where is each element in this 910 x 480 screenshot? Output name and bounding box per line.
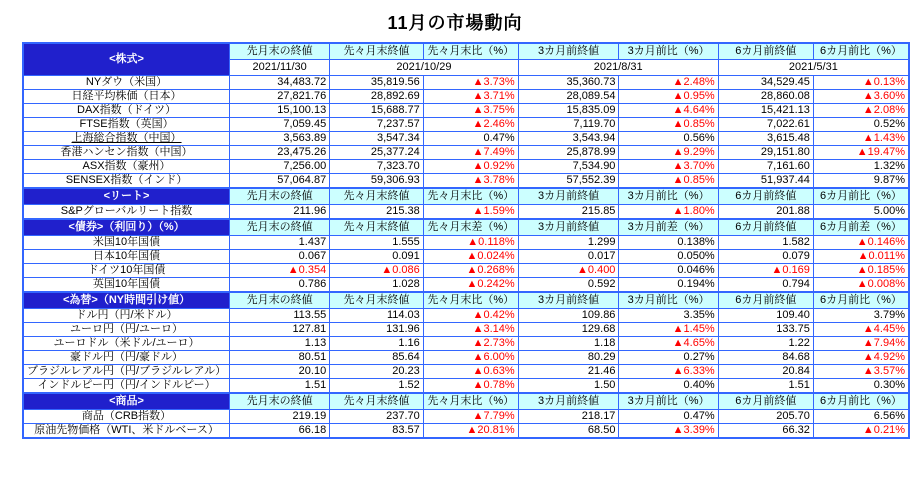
- value-cell: ▲2.73%: [423, 337, 518, 351]
- value-cell: ▲0.268%: [423, 264, 518, 278]
- value-cell: ▲4.65%: [619, 337, 718, 351]
- table-row: [23, 174, 909, 189]
- column-header: 3カ月前差（%）: [619, 219, 718, 236]
- table-row: [23, 205, 909, 220]
- value-cell: 15,835.09: [518, 104, 619, 118]
- value-cell: 3.79%: [813, 309, 909, 323]
- market-table: [22, 42, 910, 439]
- column-header: 先々月末比（%）: [423, 43, 518, 60]
- table-row: [23, 236, 909, 250]
- page-title: 11月の市場動向: [387, 13, 523, 33]
- value-cell: 1.13: [230, 337, 330, 351]
- value-cell: ▲6.33%: [619, 365, 718, 379]
- value-cell: 3,563.89: [230, 132, 330, 146]
- column-header: 6カ月前比（%）: [813, 188, 909, 205]
- value-cell: 3.35%: [619, 309, 718, 323]
- value-cell: 66.18: [230, 424, 330, 439]
- column-header: 先々月末終値: [330, 292, 424, 309]
- date-cell: 2021/11/30: [230, 60, 330, 76]
- value-cell: ▲0.42%: [423, 309, 518, 323]
- value-cell: ▲1.59%: [423, 205, 518, 220]
- value-cell: ▲3.14%: [423, 323, 518, 337]
- value-cell: ▲0.118%: [423, 236, 518, 250]
- value-cell: 35,360.73: [518, 76, 619, 90]
- value-cell: 15,100.13: [230, 104, 330, 118]
- value-cell: 1.437: [230, 236, 330, 250]
- table-row: [23, 160, 909, 174]
- value-cell: 7,059.45: [230, 118, 330, 132]
- value-cell: ▲4.92%: [813, 351, 909, 365]
- column-header: 3カ月前終値: [518, 292, 619, 309]
- value-cell: 3,547.34: [330, 132, 424, 146]
- value-cell: 1.18: [518, 337, 619, 351]
- value-cell: 0.138%: [619, 236, 718, 250]
- value-cell: 0.40%: [619, 379, 718, 394]
- section-header-row: [23, 219, 909, 236]
- value-cell: 0.017: [518, 250, 619, 264]
- table-row: [23, 410, 909, 424]
- value-cell: ▲3.39%: [619, 424, 718, 439]
- value-cell: 20.84: [718, 365, 813, 379]
- value-cell: 15,421.13: [718, 104, 813, 118]
- value-cell: 1.51: [230, 379, 330, 394]
- table-row: [23, 76, 909, 90]
- table-row: [23, 250, 909, 264]
- row-label: DAX指数（ドイツ）: [23, 104, 230, 118]
- value-cell: ▲0.78%: [423, 379, 518, 394]
- value-cell: 1.299: [518, 236, 619, 250]
- value-cell: ▲1.45%: [619, 323, 718, 337]
- value-cell: 127.81: [230, 323, 330, 337]
- row-label: ブラジルレアル円（円/ブラジルレアル）: [23, 365, 230, 379]
- value-cell: 237.70: [330, 410, 424, 424]
- value-cell: ▲0.024%: [423, 250, 518, 264]
- value-cell: 27,821.76: [230, 90, 330, 104]
- value-cell: 0.27%: [619, 351, 718, 365]
- value-cell: 3,543.94: [518, 132, 619, 146]
- column-header: 3カ月前比（%）: [619, 188, 718, 205]
- value-cell: 1.16: [330, 337, 424, 351]
- table-row: [23, 278, 909, 293]
- table-row: [23, 323, 909, 337]
- table-row: [23, 104, 909, 118]
- value-cell: 205.70: [718, 410, 813, 424]
- value-cell: 219.19: [230, 410, 330, 424]
- value-cell: ▲2.48%: [619, 76, 718, 90]
- value-cell: 34,529.45: [718, 76, 813, 90]
- value-cell: ▲0.354: [230, 264, 330, 278]
- section-title: <為替>（NY時間引け値）: [23, 292, 230, 309]
- column-header: 先々月末差（%）: [423, 219, 518, 236]
- row-label: ASX指数（豪州）: [23, 160, 230, 174]
- value-cell: 109.40: [718, 309, 813, 323]
- value-cell: ▲3.73%: [423, 76, 518, 90]
- column-header: 3カ月前終値: [518, 188, 619, 205]
- section-title: <債券>（利回り）（%）: [23, 219, 230, 236]
- value-cell: 0.194%: [619, 278, 718, 293]
- row-label: ユーロ円（円/ユーロ）: [23, 323, 230, 337]
- value-cell: 9.87%: [813, 174, 909, 189]
- row-label: ドル円（円/米ドル）: [23, 309, 230, 323]
- value-cell: 28,860.08: [718, 90, 813, 104]
- value-cell: 218.17: [518, 410, 619, 424]
- value-cell: 1.50: [518, 379, 619, 394]
- value-cell: 0.067: [230, 250, 330, 264]
- value-cell: ▲4.64%: [619, 104, 718, 118]
- row-label: 商品（CRB指数）: [23, 410, 230, 424]
- column-header: 6カ月前差（%）: [813, 219, 909, 236]
- column-header: 先々月末比（%）: [423, 292, 518, 309]
- value-cell: 7,119.70: [518, 118, 619, 132]
- value-cell: ▲2.08%: [813, 104, 909, 118]
- value-cell: 3,615.48: [718, 132, 813, 146]
- value-cell: 215.85: [518, 205, 619, 220]
- section-header-row: [23, 393, 909, 410]
- value-cell: 80.29: [518, 351, 619, 365]
- table-row: [23, 351, 909, 365]
- section-title: <株式>: [23, 43, 230, 76]
- row-label: S&Pグローバルリート指数: [23, 205, 230, 220]
- value-cell: 83.57: [330, 424, 424, 439]
- column-header: 先々月末比（%）: [423, 188, 518, 205]
- table-row: [23, 146, 909, 160]
- value-cell: ▲6.00%: [423, 351, 518, 365]
- column-header: 3カ月前終値: [518, 393, 619, 410]
- value-cell: 15,688.77: [330, 104, 424, 118]
- row-label: FTSE指数（英国）: [23, 118, 230, 132]
- value-cell: ▲3.71%: [423, 90, 518, 104]
- value-cell: 35,819.56: [330, 76, 424, 90]
- column-header: 6カ月前終値: [718, 43, 813, 60]
- value-cell: 34,483.72: [230, 76, 330, 90]
- value-cell: ▲0.63%: [423, 365, 518, 379]
- value-cell: ▲1.80%: [619, 205, 718, 220]
- value-cell: 0.079: [718, 250, 813, 264]
- value-cell: 0.47%: [423, 132, 518, 146]
- value-cell: ▲3.70%: [619, 160, 718, 174]
- value-cell: 57,552.39: [518, 174, 619, 189]
- row-label: 香港ハンセン指数（中国）: [23, 146, 230, 160]
- value-cell: 215.38: [330, 205, 424, 220]
- value-cell: 20.10: [230, 365, 330, 379]
- section-header-row: [23, 292, 909, 309]
- value-cell: ▲9.29%: [619, 146, 718, 160]
- value-cell: 131.96: [330, 323, 424, 337]
- row-label: 原油先物価格（WTI、米ドルベース）: [23, 424, 230, 439]
- value-cell: ▲0.400: [518, 264, 619, 278]
- value-cell: 7,237.57: [330, 118, 424, 132]
- column-header: 先々月末終値: [330, 219, 424, 236]
- value-cell: 1.028: [330, 278, 424, 293]
- value-cell: 66.32: [718, 424, 813, 439]
- date-cell: 2021/10/29: [330, 60, 518, 76]
- column-header: 6カ月前比（%）: [813, 43, 909, 60]
- column-header: 6カ月前終値: [718, 292, 813, 309]
- value-cell: 0.30%: [813, 379, 909, 394]
- value-cell: 0.56%: [619, 132, 718, 146]
- column-header: 先々月末終値: [330, 43, 424, 60]
- value-cell: ▲4.45%: [813, 323, 909, 337]
- value-cell: 7,256.00: [230, 160, 330, 174]
- row-label: インドルピー円（円/インドルピー）: [23, 379, 230, 394]
- value-cell: 1.52: [330, 379, 424, 394]
- value-cell: ▲0.13%: [813, 76, 909, 90]
- value-cell: ▲3.78%: [423, 174, 518, 189]
- value-cell: ▲20.81%: [423, 424, 518, 439]
- value-cell: 29,151.80: [718, 146, 813, 160]
- row-label: 米国10年国債: [23, 236, 230, 250]
- value-cell: 25,878.99: [518, 146, 619, 160]
- column-header: 6カ月前比（%）: [813, 393, 909, 410]
- table-row: [23, 132, 909, 146]
- value-cell: 1.582: [718, 236, 813, 250]
- value-cell: 0.47%: [619, 410, 718, 424]
- value-cell: ▲0.85%: [619, 174, 718, 189]
- table-row: [23, 264, 909, 278]
- value-cell: 0.091: [330, 250, 424, 264]
- market-table-body: [23, 43, 909, 438]
- value-cell: 68.50: [518, 424, 619, 439]
- column-header: 3カ月前比（%）: [619, 43, 718, 60]
- value-cell: ▲3.57%: [813, 365, 909, 379]
- value-cell: 109.86: [518, 309, 619, 323]
- value-cell: 0.046%: [619, 264, 718, 278]
- row-label: ユーロドル（米ドル/ユーロ）: [23, 337, 230, 351]
- column-header: 先月末の終値: [230, 188, 330, 205]
- value-cell: ▲19.47%: [813, 146, 909, 160]
- section-title: <リート>: [23, 188, 230, 205]
- value-cell: 21.46: [518, 365, 619, 379]
- value-cell: 7,323.70: [330, 160, 424, 174]
- value-cell: 1.22: [718, 337, 813, 351]
- table-row: [23, 337, 909, 351]
- value-cell: ▲7.94%: [813, 337, 909, 351]
- section-header-row: [23, 43, 909, 60]
- column-header: 6カ月前終値: [718, 219, 813, 236]
- value-cell: 6.56%: [813, 410, 909, 424]
- value-cell: 59,306.93: [330, 174, 424, 189]
- column-header: 先月末の終値: [230, 292, 330, 309]
- table-row: [23, 118, 909, 132]
- value-cell: 57,064.87: [230, 174, 330, 189]
- column-header: 3カ月前比（%）: [619, 393, 718, 410]
- column-header: 先々月末終値: [330, 188, 424, 205]
- value-cell: ▲0.92%: [423, 160, 518, 174]
- value-cell: ▲0.011%: [813, 250, 909, 264]
- column-header: 6カ月前終値: [718, 393, 813, 410]
- section-header-row: [23, 188, 909, 205]
- value-cell: 85.64: [330, 351, 424, 365]
- value-cell: ▲0.95%: [619, 90, 718, 104]
- value-cell: 5.00%: [813, 205, 909, 220]
- value-cell: 84.68: [718, 351, 813, 365]
- value-cell: 201.88: [718, 205, 813, 220]
- table-row: [23, 90, 909, 104]
- row-label: 英国10年国債: [23, 278, 230, 293]
- row-label: SENSEX指数（インド）: [23, 174, 230, 189]
- value-cell: 0.794: [718, 278, 813, 293]
- value-cell: ▲0.086: [330, 264, 424, 278]
- value-cell: ▲2.46%: [423, 118, 518, 132]
- table-row: [23, 309, 909, 323]
- value-cell: ▲0.185%: [813, 264, 909, 278]
- value-cell: ▲7.79%: [423, 410, 518, 424]
- value-cell: 25,377.24: [330, 146, 424, 160]
- value-cell: 28,089.54: [518, 90, 619, 104]
- value-cell: 1.51: [718, 379, 813, 394]
- value-cell: 1.555: [330, 236, 424, 250]
- value-cell: 28,892.69: [330, 90, 424, 104]
- column-header: 6カ月前比（%）: [813, 292, 909, 309]
- row-label: NYダウ（米国）: [23, 76, 230, 90]
- value-cell: ▲0.242%: [423, 278, 518, 293]
- value-cell: ▲1.43%: [813, 132, 909, 146]
- table-row: [23, 365, 909, 379]
- row-label: 豪ドル円（円/豪ドル）: [23, 351, 230, 365]
- value-cell: ▲0.169: [718, 264, 813, 278]
- value-cell: 7,534.90: [518, 160, 619, 174]
- row-label: 日経平均株価（日本）: [23, 90, 230, 104]
- value-cell: ▲0.008%: [813, 278, 909, 293]
- section-title: <商品>: [23, 393, 230, 410]
- value-cell: ▲0.21%: [813, 424, 909, 439]
- table-row: [23, 424, 909, 439]
- row-label: ドイツ10年国債: [23, 264, 230, 278]
- value-cell: 23,475.26: [230, 146, 330, 160]
- value-cell: 20.23: [330, 365, 424, 379]
- value-cell: 0.52%: [813, 118, 909, 132]
- value-cell: 51,937.44: [718, 174, 813, 189]
- value-cell: 80.51: [230, 351, 330, 365]
- table-row: [23, 379, 909, 394]
- value-cell: ▲7.49%: [423, 146, 518, 160]
- column-header: 先月末の終値: [230, 393, 330, 410]
- value-cell: 129.68: [518, 323, 619, 337]
- date-cell: 2021/5/31: [718, 60, 909, 76]
- value-cell: 7,022.61: [718, 118, 813, 132]
- value-cell: ▲3.75%: [423, 104, 518, 118]
- column-header: 先月末の終値: [230, 43, 330, 60]
- value-cell: ▲0.85%: [619, 118, 718, 132]
- column-header: 3カ月前終値: [518, 219, 619, 236]
- value-cell: 133.75: [718, 323, 813, 337]
- value-cell: 211.96: [230, 205, 330, 220]
- column-header: 6カ月前終値: [718, 188, 813, 205]
- date-cell: 2021/8/31: [518, 60, 718, 76]
- row-label: 上海総合指数（中国）: [23, 132, 230, 146]
- value-cell: 0.592: [518, 278, 619, 293]
- value-cell: 1.32%: [813, 160, 909, 174]
- column-header: 3カ月前終値: [518, 43, 619, 60]
- value-cell: 7,161.60: [718, 160, 813, 174]
- value-cell: ▲3.60%: [813, 90, 909, 104]
- value-cell: 0.786: [230, 278, 330, 293]
- column-header: 先々月末終値: [330, 393, 424, 410]
- column-header: 先々月末比（%）: [423, 393, 518, 410]
- value-cell: 113.55: [230, 309, 330, 323]
- column-header: 先月末の終値: [230, 219, 330, 236]
- value-cell: 0.050%: [619, 250, 718, 264]
- value-cell: ▲0.146%: [813, 236, 909, 250]
- value-cell: 114.03: [330, 309, 424, 323]
- row-label: 日本10年国債: [23, 250, 230, 264]
- column-header: 3カ月前比（%）: [619, 292, 718, 309]
